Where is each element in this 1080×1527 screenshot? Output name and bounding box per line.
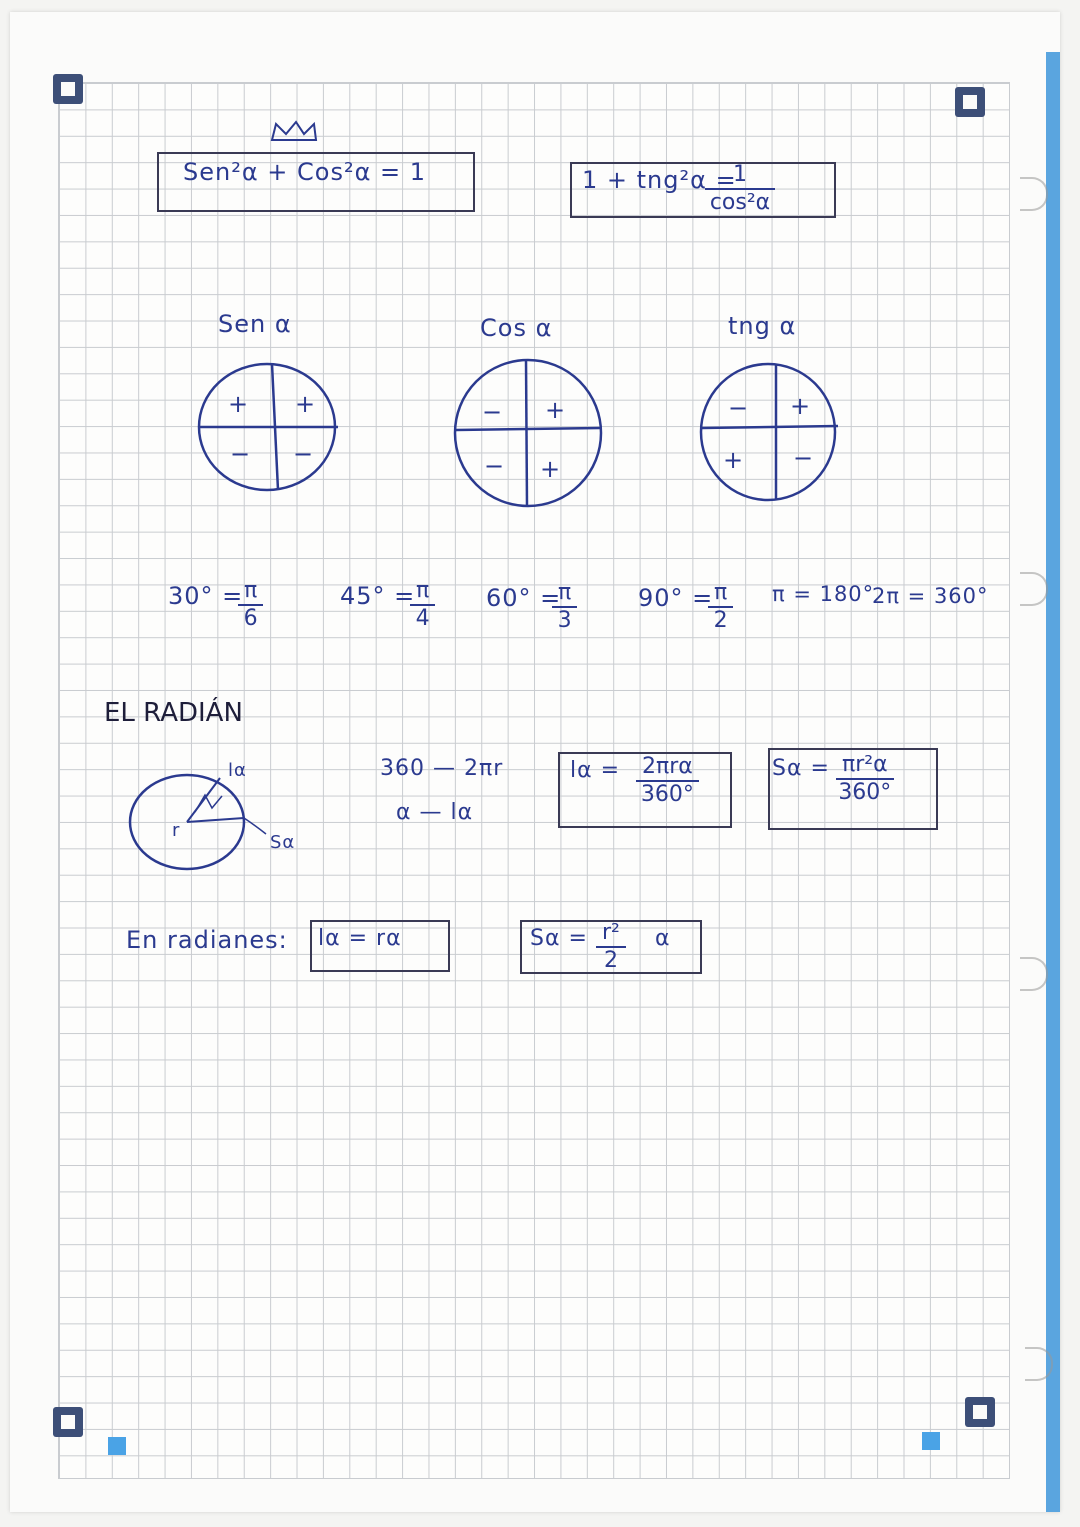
cos-q3-sign: − <box>484 452 506 480</box>
radian-diagram <box>130 775 266 869</box>
arc-length-lhs: lα = <box>570 758 621 783</box>
tangent-identity-numerator: 1 <box>705 162 775 190</box>
arc-length-label: lα <box>228 760 247 781</box>
pi-equals-180: π = 180° <box>772 582 875 606</box>
cos-q2-sign: − <box>482 398 504 426</box>
conv-90-fraction <box>708 580 733 634</box>
radius-label: r <box>172 820 181 841</box>
sen-q1-sign: + <box>295 390 317 418</box>
tng-q4-sign: − <box>793 444 815 472</box>
proportion-line-2: α — lα <box>396 800 474 825</box>
tangent-identity-fraction <box>705 162 775 216</box>
conv-60-num: π <box>552 580 577 608</box>
tangent-identity-lhs: 1 + tng²α = <box>582 166 737 194</box>
conv-90-num: π <box>708 580 733 608</box>
rad-sector-tail: α <box>655 926 671 951</box>
rad-sector-fraction <box>596 920 626 974</box>
conv-45-den: 4 <box>415 606 430 631</box>
cos-sign-circle <box>455 360 601 506</box>
rad-sector-lhs: Sα = <box>530 926 588 951</box>
rad-sector-num: r² <box>596 920 626 948</box>
conv-45-lhs: 45° = <box>340 582 416 610</box>
arc-length-num: 2πrα <box>636 754 699 782</box>
sector-area-fraction <box>836 752 894 806</box>
conv-30-num: π <box>238 578 263 606</box>
cos-q4-sign: + <box>540 455 562 483</box>
pythagorean-identity: Sen²α + Cos²α = 1 <box>183 158 427 186</box>
cos-label: Cos α <box>480 314 553 342</box>
rad-arc-formula: lα = rα <box>318 926 402 951</box>
sen-q3-sign: − <box>230 440 252 468</box>
sen-q4-sign: − <box>293 440 315 468</box>
tng-label: tng α <box>728 312 797 340</box>
tng-sign-circle <box>701 364 838 500</box>
cos-q1-sign: + <box>545 396 567 424</box>
sen-label: Sen α <box>218 310 292 338</box>
sen-sign-circle <box>199 364 338 490</box>
arc-length-den: 360° <box>640 782 694 807</box>
conv-30-lhs: 30° = <box>168 582 244 610</box>
conv-60-lhs: 60° = <box>486 584 562 612</box>
sector-area-label: Sα <box>270 832 296 853</box>
sector-area-num: πr²α <box>836 752 894 780</box>
conv-60-fraction <box>552 580 577 634</box>
arc-length-fraction <box>636 754 699 808</box>
conv-30-fraction <box>238 578 263 632</box>
tng-q1-sign: + <box>790 392 812 420</box>
tng-q3-sign: + <box>723 446 745 474</box>
tng-q2-sign: − <box>728 394 750 422</box>
sen-q2-sign: + <box>228 390 250 418</box>
proportion-line-1: 360 — 2πr <box>380 756 504 781</box>
two-pi-equals-360: 2π = 360° <box>872 584 989 608</box>
rad-sector-den: 2 <box>603 948 618 973</box>
tangent-identity-denominator: cos²α <box>709 190 771 215</box>
crown-doodle-icon <box>272 122 316 140</box>
sector-area-lhs: Sα = <box>772 756 830 781</box>
conv-45-num: π <box>410 578 435 606</box>
radian-heading: EL RADIÁN <box>104 698 243 728</box>
sector-area-den: 360° <box>838 780 892 805</box>
conv-45-fraction <box>410 578 435 632</box>
conv-60-den: 3 <box>557 608 572 633</box>
conv-90-lhs: 90° = <box>638 584 714 612</box>
radians-label: En radianes: <box>126 926 288 954</box>
conv-90-den: 2 <box>713 608 728 633</box>
conv-30-den: 6 <box>243 606 258 631</box>
